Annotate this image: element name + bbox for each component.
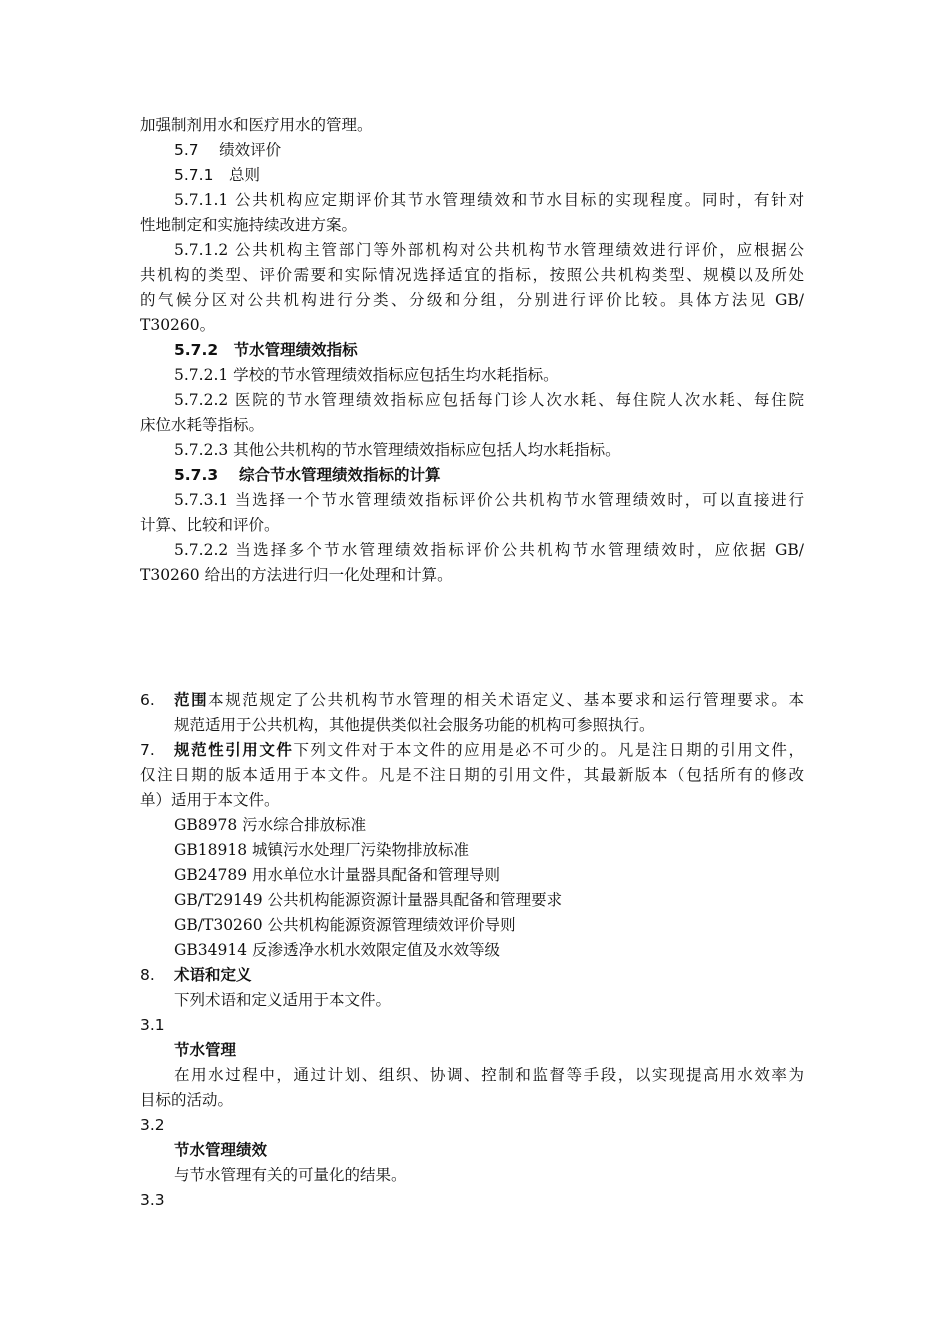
term-number-3-1: 3.1 (140, 1016, 165, 1034)
clause-5-7-2-2-line2: 床位水耗等指标。 (140, 416, 265, 434)
section-title-normative-references: 规范性引用文件 (174, 741, 294, 759)
term-3-1-definition-line1: 在用水过程中，通过计划、组织、协调、控制和监督等手段，以实现提高用水效率为 (174, 1066, 804, 1084)
section-8-text: 下列术语和定义适用于本文件。 (174, 991, 392, 1009)
clause-5-7-1-2-line3: 的气候分区对公共机构进行分类、分级和分组，分别进行评价比较。具体方法见 GB/ (140, 291, 804, 309)
paragraph-line: 加强制剂用水和医疗用水的管理。 (140, 116, 373, 134)
reference-item: GB/T29149 公共机构能源资源计量器具配备和管理要求 (174, 891, 563, 909)
reference-item: GB18918 城镇污水处理厂污染物排放标准 (174, 841, 470, 859)
section-title-scope: 范围 (174, 691, 209, 709)
term-number-3-2: 3.2 (140, 1116, 165, 1134)
clause-5-7-1-2-line2: 共机构的类型、评价需要和实际情况选择适宜的指标，按照公共机构类型、规模以及所处 (140, 266, 804, 284)
clause-5-7-2-2b-line1: 5.7.2.2 当选择多个节水管理绩效指标评价公共机构节水管理绩效时，应依据 GB/ (174, 541, 804, 559)
term-3-2: 节水管理绩效 (174, 1141, 268, 1159)
reference-item: GB34914 反渗透净水机水效限定值及水效等级 (174, 941, 501, 959)
section-6-line1 (174, 690, 804, 710)
section-number-8: 8. (140, 966, 155, 984)
reference-item: GB/T30260 公共机构能源资源管理绩效评价导则 (174, 916, 516, 934)
clause-5-7-1-2-line4: T30260。 (140, 316, 216, 334)
clause-5-7-2-2b-line2: T30260 给出的方法进行归一化处理和计算。 (140, 566, 453, 584)
clause-5-7-3-1-line1: 5.7.3.1 当选择一个节水管理绩效指标评价公共机构节水管理绩效时，可以直接进行 (174, 491, 804, 509)
section-7-text: 下列文件对于本文件的应用是必不可少的。凡是注日期的引用文件， (293, 741, 804, 759)
section-heading-5-7-1: 5.7.1 总则 (174, 166, 260, 184)
section-7-line2: 仅注日期的版本适用于本文件。凡是不注日期的引用文件，其最新版本（包括所有的修改 (140, 766, 804, 784)
section-heading-5-7-3: 5.7.3 综合节水管理绩效指标的计算 (174, 466, 441, 484)
clause-5-7-3-1-line2: 计算、比较和评价。 (140, 516, 280, 534)
section-6-line2: 规范适用于公共机构，其他提供类似社会服务功能的机构可参照执行。 (174, 716, 655, 734)
section-title-terms: 术语和定义 (174, 966, 252, 984)
section-7-line3: 单）适用于本文件。 (140, 791, 280, 809)
term-3-1-definition-line2: 目标的活动。 (140, 1091, 234, 1109)
clause-5-7-1-2-line1: 5.7.1.2 公共机构主管部门等外部机构对公共机构节水管理绩效进行评价，应根据公 (174, 241, 804, 259)
section-number-6: 6. (140, 691, 155, 709)
section-7-line1 (174, 740, 804, 760)
reference-item: GB8978 污水综合排放标准 (174, 816, 367, 834)
reference-item: GB24789 用水单位水计量器具配备和管理导则 (174, 866, 501, 884)
term-3-2-definition: 与节水管理有关的可量化的结果。 (174, 1166, 407, 1184)
clause-5-7-1-1-line2: 性地制定和实施持续改进方案。 (140, 216, 358, 234)
term-number-3-3: 3.3 (140, 1191, 165, 1209)
clause-5-7-2-3: 5.7.2.3 其他公共机构的节水管理绩效指标应包括人均水耗指标。 (174, 441, 621, 459)
section-heading-5-7-2: 5.7.2 节水管理绩效指标 (174, 341, 358, 359)
section-6-text: 本规范规定了公共机构节水管理的相关术语定义、基本要求和运行管理要求。本 (208, 691, 804, 709)
section-heading-5-7: 5.7 绩效评价 (174, 141, 282, 159)
clause-5-7-1-1-line1: 5.7.1.1 公共机构应定期评价其节水管理绩效和节水目标的实现程度。同时，有针对 (174, 191, 804, 209)
clause-5-7-2-1: 5.7.2.1 学校的节水管理绩效指标应包括生均水耗指标。 (174, 366, 559, 384)
section-number-7: 7. (140, 741, 155, 759)
term-3-1: 节水管理 (174, 1041, 237, 1059)
clause-5-7-2-2-line1: 5.7.2.2 医院的节水管理绩效指标应包括每门诊人次水耗、每住院人次水耗、每住院 (174, 391, 804, 409)
